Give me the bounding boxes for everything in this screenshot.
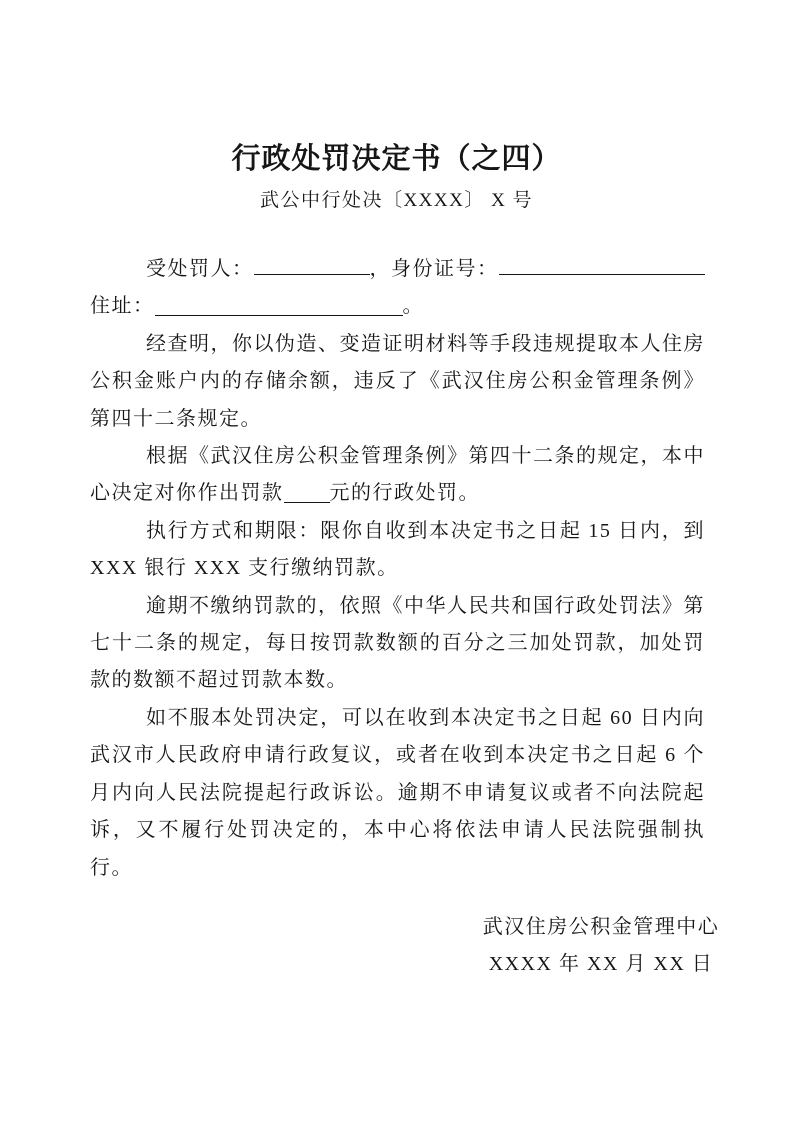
penalty-text-before: 根据《武汉住房公积金管理条例》第四十二条的规定，本中心决定对你作出罚款 (90, 445, 705, 505)
paragraph-appeal: 如不服本处罚决定，可以在收到本决定书之日起 60 日内向武汉市人民政府申请行政复议，或者在收到本决定书之日起 6 个月内向人民法院提起行政诉讼。逾期不申请复议或者不向法院起诉，又不履行处罚决定的，本中心将依法申请人民法院强制执行。 (90, 706, 705, 879)
address-blank (155, 315, 403, 316)
issuing-authority-name: 武汉住房公积金管理中心 (482, 915, 720, 938)
document-number: 武公中行处决〔XXXX〕 X 号 (259, 190, 534, 211)
address-label: 住址： (90, 295, 155, 318)
issue-date: XXXX 年 XX 月 XX 日 (488, 953, 714, 976)
penalty-amount-blank (284, 502, 330, 503)
signature-block (451, 909, 751, 984)
paragraph-findings: 经查明，你以伪造、变造证明材料等手段违规提取本人住房公积金账户内的存储余额，违反了《武汉住房公积金管理条例》第四十二条规定。 (90, 332, 705, 430)
document-title: 行政处罚决定书（之四） (231, 143, 562, 175)
id-number-label: ，身份证号： (369, 258, 499, 280)
id-number-blank (499, 274, 706, 275)
recipient-label: 受处罚人： (146, 258, 254, 280)
paragraph-penalty (90, 438, 705, 513)
recipient-name-blank (254, 274, 370, 275)
penalty-text-after: 元的行政处罚。 (329, 482, 480, 505)
paragraph-late-payment: 逾期不缴纳罚款的，依照《中华人民共和国行政处罚法》第七十二条的规定，每日按罚款数额的百分之三加处罚款，加处罚款的数额不超过罚款本数。 (90, 594, 705, 692)
recipient-line (90, 251, 705, 288)
document-body (90, 251, 705, 887)
address-line (90, 288, 705, 325)
paragraph-execution: 执行方式和期限：限你自收到本决定书之日起 15 日内，到 XXX 银行 XXX 支行缴纳罚款。 (90, 519, 705, 580)
address-period: 。 (402, 295, 424, 318)
